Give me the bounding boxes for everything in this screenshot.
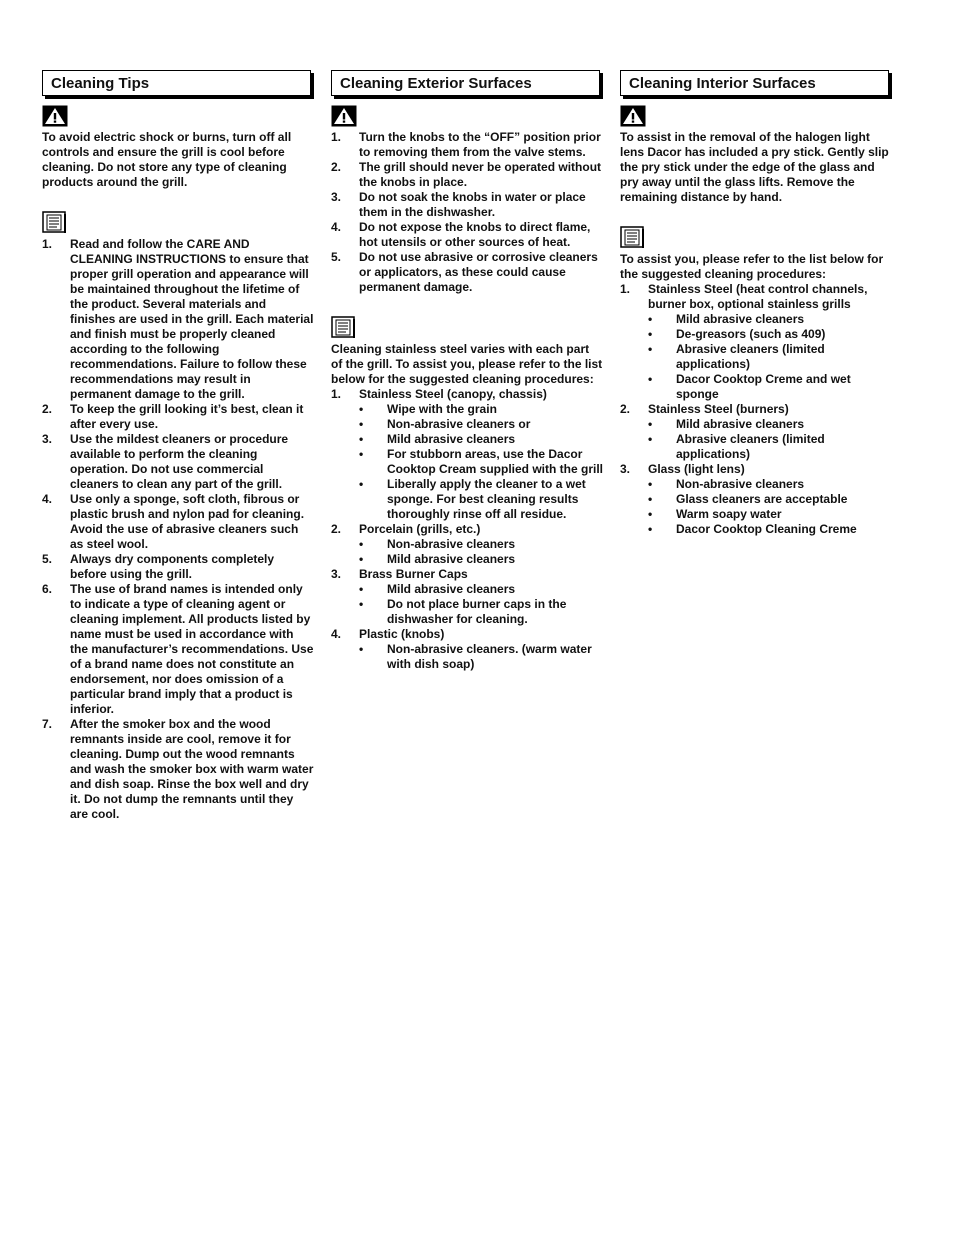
bullet-item (359, 477, 603, 522)
bullet-item (648, 507, 892, 522)
item-number: 4. (331, 627, 342, 641)
item-text: Brass Burner Caps (359, 567, 468, 581)
bullet-list (359, 582, 603, 627)
bullet-item (359, 432, 603, 447)
item-text: The use of brand names is intended only to indicate a type of cleaning agent or cleaning implement. All products listed by name must be used in accordance with the manufacturer’s recommendations. Use of a brand name does not constitute an endorsement, nor does omission of a particular brand imply that a product is inferior. (70, 582, 314, 716)
bullet-item (648, 327, 892, 342)
bullet-item (359, 582, 603, 597)
bullet-list (648, 312, 892, 402)
bullet-text: Non-abrasive cleaners (387, 537, 516, 551)
list-item (620, 282, 892, 402)
item-number: 1. (42, 237, 53, 251)
bullet-item (359, 552, 603, 567)
bullet-list (359, 537, 603, 567)
list-item (42, 582, 314, 717)
list-item (42, 492, 314, 552)
bullet-text: Dacor Cooktop Creme and wet sponge (676, 372, 851, 401)
warning-triangle-icon (42, 105, 68, 127)
bullet-mark: • (359, 477, 364, 491)
item-number: 5. (42, 552, 53, 566)
bullet-mark: • (359, 432, 364, 446)
item-text: After the smoker box and the wood remnants inside are cool, remove it for cleaning. Dump out the wood remnants and wash the smoker box with warm water and dish soap. Rinse the box well and dry it. Do not dump the remnants until they are cool. (70, 717, 314, 821)
bullet-mark: • (648, 522, 653, 536)
bullet-text: Liberally apply the cleaner to a wet sponge. For best cleaning results thoroughly rinse off all residue. (387, 477, 586, 521)
item-text: Porcelain (grills, etc.) (359, 522, 481, 536)
item-text: The grill should never be operated without the knobs in place. (359, 160, 602, 189)
item-number: 1. (331, 387, 342, 401)
list-item (331, 387, 603, 522)
bullet-text: Non-abrasive cleaners (676, 477, 805, 491)
item-text: Do not expose the knobs to direct flame, hot utensils or other sources of heat. (359, 220, 591, 249)
bullet-item (648, 312, 892, 327)
list-item (331, 567, 603, 627)
note-icon (42, 211, 67, 234)
bullet-mark: • (359, 417, 364, 431)
item-number: 6. (42, 582, 53, 596)
bullet-text: Mild abrasive cleaners (676, 417, 805, 431)
list-item (620, 402, 892, 462)
bullet-mark: • (359, 582, 364, 596)
item-text: Use the mildest cleaners or procedure available to perform the cleaning operation. Do not use commercial cleaners to clean any part of the grill. (70, 432, 289, 491)
bullet-text: Mild abrasive cleaners (387, 552, 516, 566)
item-text: Read and follow the CARE AND CLEANING INSTRUCTIONS to ensure that proper grill operation and appearance will be maintained throughout the lifetime of the product. Several materials and finishes are used in the grill. Each material and finish must be properly cleaned according to the following recommendations. Failure to follow these recommendations may result in permanent damage to the grill. (70, 237, 314, 401)
bullet-item (359, 402, 603, 417)
list-item (42, 432, 314, 492)
bullet-mark: • (648, 327, 653, 341)
bullet-mark: • (648, 432, 653, 446)
cleaning-tips-section (42, 70, 314, 822)
item-number: 2. (42, 402, 53, 416)
item-number: 3. (620, 462, 631, 476)
bullet-item (648, 417, 892, 432)
bullet-text: De-greasors (such as 409) (676, 327, 826, 341)
bullet-text: Dacor Cooktop Cleaning Creme (676, 522, 857, 536)
list-item (331, 220, 603, 250)
bullet-mark: • (359, 597, 364, 611)
bullet-text: Abrasive cleaners (limited applications) (676, 432, 825, 461)
exterior-procedures-list (331, 387, 603, 672)
section-title: Cleaning Interior Surfaces (620, 70, 889, 96)
cleaning-interior-section (620, 70, 892, 537)
item-number: 1. (331, 130, 342, 144)
bullet-list (648, 477, 892, 537)
note-icon (620, 226, 645, 249)
bullet-item (359, 642, 603, 672)
list-item (42, 717, 314, 822)
list-item (331, 522, 603, 567)
bullet-item (648, 432, 892, 462)
list-item (331, 190, 603, 220)
warning-text: To avoid electric shock or burns, turn off all controls and ensure the grill is cool before cleaning. Do not store any type of cleaning products around the grill. (42, 130, 292, 189)
bullet-text: Mild abrasive cleaners (387, 432, 516, 446)
list-item (331, 627, 603, 672)
bullet-item (648, 372, 892, 402)
bullet-text: Mild abrasive cleaners (676, 312, 805, 326)
bullet-list (359, 402, 603, 522)
item-text: Stainless Steel (canopy, chassis) (359, 387, 547, 401)
section-title: Cleaning Exterior Surfaces (331, 70, 600, 96)
list-item (331, 130, 603, 160)
item-text: Use only a sponge, soft cloth, fibrous or plastic brush and nylon pad for cleaning. Avoid the use of abrasive cleaners such as steel wool. (70, 492, 305, 551)
bullet-text: Do not place burner caps in the dishwasher for cleaning. (387, 597, 567, 626)
bullet-text: Mild abrasive cleaners (387, 582, 516, 596)
item-text: Do not soak the knobs in water or place them in the dishwasher. (359, 190, 586, 219)
item-text: Glass (light lens) (648, 462, 745, 476)
list-item (331, 250, 603, 295)
bullet-list (648, 417, 892, 462)
list-item (620, 462, 892, 537)
bullet-mark: • (648, 417, 653, 431)
list-item (42, 552, 314, 582)
bullet-text: Abrasive cleaners (limited applications) (676, 342, 825, 371)
bullet-mark: • (359, 552, 364, 566)
item-number: 3. (331, 190, 342, 204)
warning-text: To assist in the removal of the halogen light lens Dacor has included a pry stick. Gently slip the pry stick under the edge of the glass and pry away until the glass lifts. Remove the remaining distance by hand. (620, 130, 889, 204)
bullet-item (359, 597, 603, 627)
item-number: 1. (620, 282, 631, 296)
item-text: Always dry components completely before using the grill. (70, 552, 275, 581)
bullet-mark: • (648, 372, 653, 386)
section-title: Cleaning Tips (42, 70, 311, 96)
item-text: Plastic (knobs) (359, 627, 445, 641)
list-item (42, 237, 314, 402)
bullet-item (648, 522, 892, 537)
interior-procedures-list (620, 282, 892, 537)
bullet-mark: • (648, 342, 653, 356)
item-number: 2. (331, 160, 342, 174)
bullet-mark: • (648, 507, 653, 521)
cleaning-tips-list (42, 237, 314, 822)
bullet-text: Warm soapy water (676, 507, 782, 521)
item-number: 2. (620, 402, 631, 416)
list-item (331, 160, 603, 190)
bullet-item (648, 492, 892, 507)
bullet-list (359, 642, 603, 672)
bullet-item (359, 417, 603, 432)
cleaning-exterior-section (331, 70, 603, 672)
bullet-mark: • (359, 447, 364, 461)
item-number: 5. (331, 250, 342, 264)
bullet-item (359, 537, 603, 552)
item-number: 7. (42, 717, 53, 731)
warning-list (331, 130, 603, 295)
item-number: 4. (42, 492, 53, 506)
item-text: Do not use abrasive or corrosive cleaners or applicators, as these could cause permanent damage. (359, 250, 598, 294)
note-text: To assist you, please refer to the list below for the suggested cleaning procedures: (620, 252, 884, 281)
bullet-mark: • (359, 402, 364, 416)
bullet-text: Non-abrasive cleaners. (warm water with dish soap) (387, 642, 592, 671)
bullet-mark: • (648, 492, 653, 506)
bullet-item (359, 447, 603, 477)
bullet-mark: • (648, 312, 653, 326)
bullet-text: Non-abrasive cleaners or (387, 417, 531, 431)
bullet-text: For stubborn areas, use the Dacor Cooktop Cream supplied with the grill (387, 447, 604, 476)
note-icon (331, 316, 356, 339)
item-text: Stainless Steel (burners) (648, 402, 789, 416)
warning-triangle-icon (620, 105, 646, 127)
bullet-text: Glass cleaners are acceptable (676, 492, 848, 506)
item-text: Stainless Steel (heat control channels, burner box, optional stainless grills (648, 282, 868, 311)
item-number: 3. (331, 567, 342, 581)
warning-triangle-icon (331, 105, 357, 127)
list-item (42, 402, 314, 432)
item-number: 4. (331, 220, 342, 234)
bullet-mark: • (359, 642, 364, 656)
bullet-mark: • (359, 537, 364, 551)
item-text: To keep the grill looking it’s best, clean it after every use. (70, 402, 304, 431)
bullet-item (648, 477, 892, 492)
bullet-item (648, 342, 892, 372)
item-number: 2. (331, 522, 342, 536)
item-text: Turn the knobs to the “OFF” position prior to removing them from the valve stems. (359, 130, 601, 159)
item-number: 3. (42, 432, 53, 446)
bullet-mark: • (648, 477, 653, 491)
bullet-text: Wipe with the grain (387, 402, 497, 416)
note-text: Cleaning stainless steel varies with each part of the grill. To assist you, please refer to the list below for the suggested cleaning procedures: (331, 342, 603, 386)
